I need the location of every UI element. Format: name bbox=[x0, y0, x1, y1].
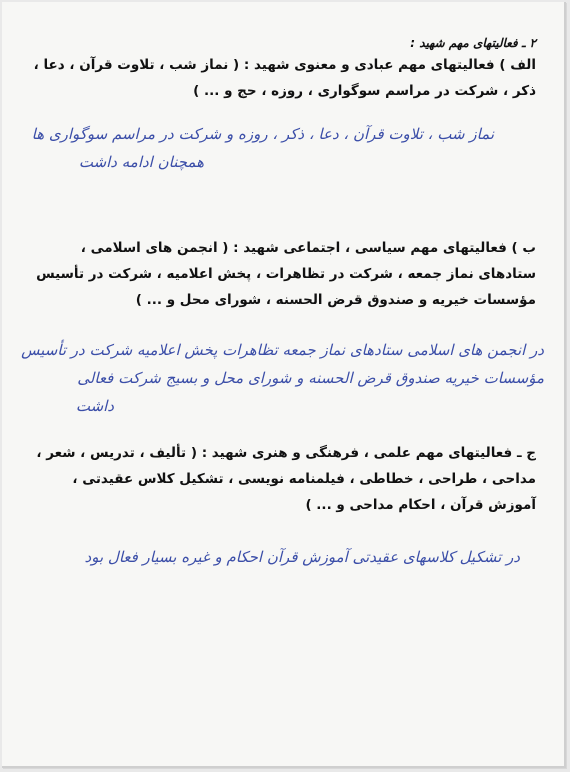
printed-line: مداحی ، طراحی ، خطاطی ، فیلمنامه نویسی ، تشکیل کلاس عقیدتی ، bbox=[72, 471, 536, 487]
handwritten-answer-alef bbox=[32, 120, 494, 176]
printed-line: مؤسسات خیریه و صندوق قرض الحسنه ، شورای محل و ... ) bbox=[135, 292, 536, 308]
section-heading: ۲ ـ فعالیتهای مهم شهید : bbox=[410, 36, 536, 50]
printed-paragraph-alef bbox=[34, 52, 536, 104]
handwritten-line: داشت bbox=[75, 397, 114, 415]
printed-line: الف ) فعالیتهای مهم عبادی و معنوی شهید : ( نماز شب ، تلاوت قرآن ، دعا ، bbox=[33, 57, 536, 73]
printed-line: ج ـ فعالیتهای مهم علمی ، فرهنگی و هنری شهید : ( تألیف ، تدریس ، شعر ، bbox=[36, 445, 536, 461]
printed-line: ب ) فعالیتهای مهم سیاسی ، اجتماعی شهید : ( انجمن های اسلامی ، bbox=[80, 240, 536, 256]
handwritten-line: مؤسسات خیریه صندوق قرض الحسنه و شورای محل و بسیج شرکت فعالی bbox=[77, 369, 544, 387]
handwritten-line: همچنان ادامه داشت bbox=[78, 153, 204, 171]
printed-line: ستادهای نماز جمعه ، شرکت در تظاهرات ، پخش اعلامیه ، شرکت در تأسیس bbox=[36, 266, 536, 282]
printed-line: ذکر ، شرکت در مراسم سوگواری ، روزه ، حج و ... ) bbox=[193, 83, 536, 99]
document-page bbox=[2, 2, 566, 768]
printed-line: آموزش قرآن ، احکام مداحی و ... ) bbox=[305, 497, 536, 513]
printed-paragraph-jim bbox=[36, 440, 536, 518]
handwritten-answer-be bbox=[21, 336, 544, 420]
handwritten-line: در انجمن های اسلامی ستادهای نماز جمعه تظاهرات پخش اعلامیه شرکت در تأسیس bbox=[21, 341, 544, 359]
handwritten-line: نماز شب ، تلاوت قرآن ، دعا ، ذکر ، روزه و شرکت در مراسم سوگواری ها bbox=[31, 125, 494, 143]
printed-paragraph-be bbox=[36, 235, 536, 313]
handwritten-answer-jim bbox=[85, 543, 520, 571]
handwritten-line: در تشکیل کلاسهای عقیدتی آموزش قرآن احکام و غیره بسیار فعال بود bbox=[84, 548, 520, 566]
